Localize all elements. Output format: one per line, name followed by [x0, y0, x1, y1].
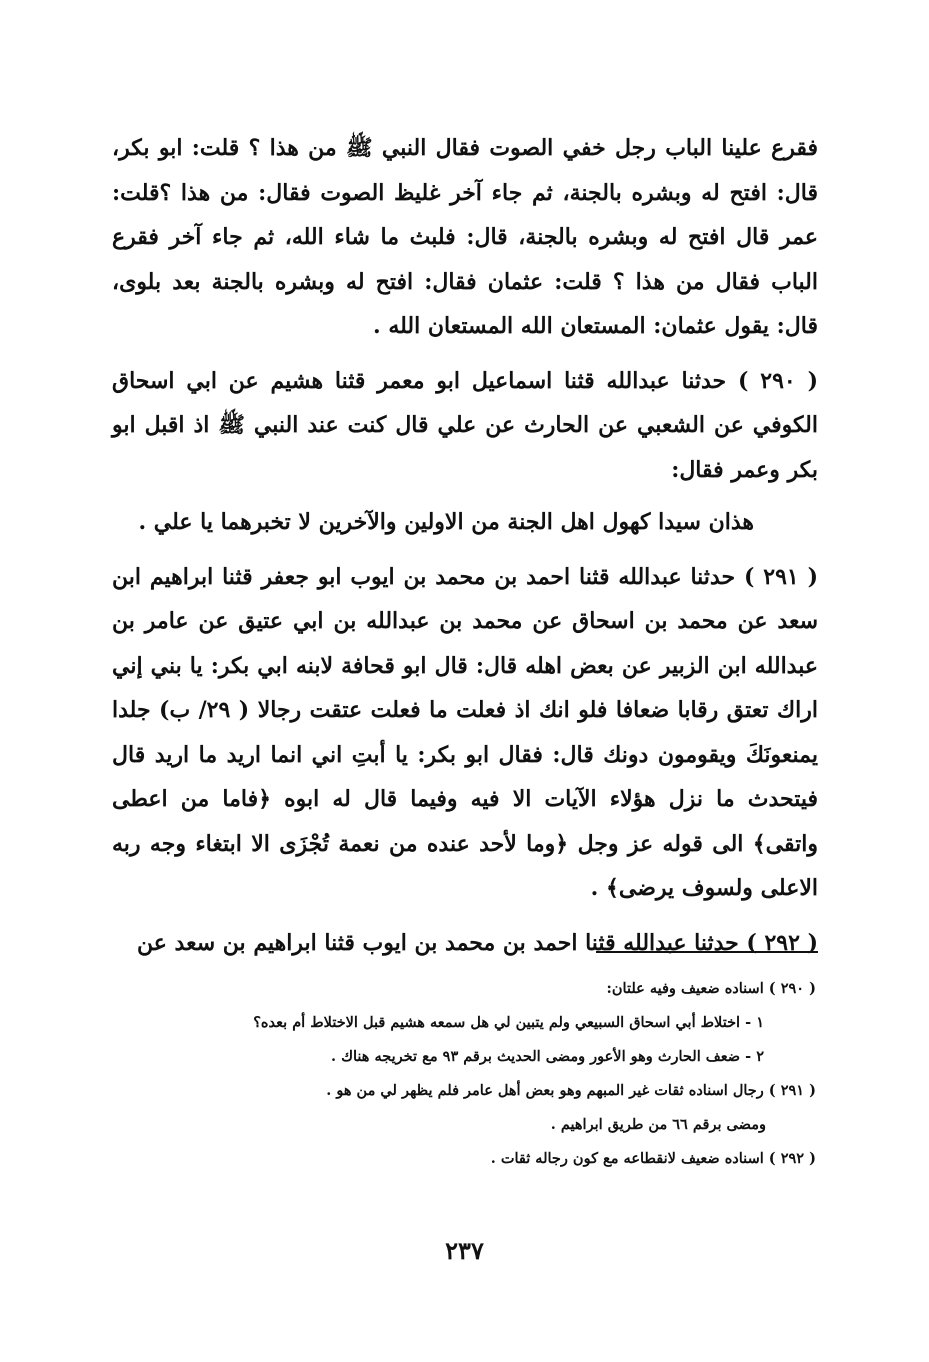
hadith-290-quote: هذان سيدا كهول اهل الجنة من الاولين والآخرين لا تخبرهما يا علي . [138, 509, 754, 535]
footnotes [140, 972, 816, 1176]
footnote-290-item-2: ٢ - ضعف الحارث وهو الأعور ومضى الحديث برقم ٩٣ مع تخريجه هناك . [330, 1048, 764, 1065]
main-text [112, 126, 818, 965]
paragraph-continuation: فقرع علينا الباب رجل خفي الصوت فقال النبي ﷺ من هذا ؟ قلت: ابو بكر، قال: افتح له وبشره بالجنة، ثم جاء آخر غليظ الصوت فقال: من هذا ؟قلت: عمر قال افتح له وبشره بالجنة، قال: فلبث ما شاء الله، ثم جاء آخر فقرع الباب فقال من هذا ؟ قلت: عثمان فقال: افتح له وبشره بالجنة بعد بلوى، قال: يقول عثمان: المستعان الله المستعان الله . [112, 135, 818, 339]
hadith-291: ( ٢٩١ ) حدثنا عبدالله قثنا احمد بن محمد بن ايوب ابو جعفر قثنا ابراهيم ابن سعد عن محمد بن اسحاق عن محمد بن عبدالله بن ابي عتيق عن عامر بن عبدالله ابن الزبير عن بعض اهله قال: قال ابو قحافة لابنه ابي بكر: يا بني إني اراك تعتق رقابا ضعافا فلو انك اذ فعلت ما فعلت عتقت رجالا ( ٢٩/ ب) جلدا يمنعونَكَ ويقومون دونك قال: فقال ابو بكر: يا أبتِ اني انما اريد ما اريد قال فيتحدث ما نزل هؤلاء الآيات الا فيه وفيما قال له ابوه ﴿فاما من اعطى واتقى﴾ الى قوله عز وجل ﴿وما لأحد عنده من نعمة تُجْزَى الا ابتغاء وجه ربه الاعلى ولسوف يرضى﴾ . [112, 563, 818, 901]
footnote-divider [596, 951, 818, 953]
hadith-290: ( ٢٩٠ ) حدثنا عبدالله قثنا اسماعيل ابو معمر قثنا هشيم عن ابي اسحاق الكوفي عن الشعبي عن الحارث عن علي قال كنت عند النبي ﷺ اذ اقبل ابو بكر وعمر فقال: [112, 367, 818, 483]
footnote-290-item-1: ١ - اختلاط أبي اسحاق السبيعي ولم يتبين لي هل سمعه هشيم قبل الاختلاط أم بعده؟ [253, 1014, 764, 1031]
footnote-292: ( ٢٩٢ ) اسناده ضعيف لانقطاعه مع كون رجاله ثقات . [490, 1150, 816, 1167]
hadith-292: ( ٢٩٢ ) حدثنا عبدالله قثنا احمد بن محمد بن ايوب قثنا ابراهيم بن سعد عن [137, 929, 818, 956]
page-number: ٢٣٧ [445, 1236, 484, 1265]
footnote-290-head: ( ٢٩٠ ) اسناده ضعيف وفيه علتان: [606, 980, 816, 997]
footnote-291-continuation: ومضى برقم ٦٦ من طريق ابراهيم . [550, 1116, 766, 1133]
footnote-291: ( ٢٩١ ) رجال اسناده ثقات غير المبهم وهو بعض أهل عامر فلم يظهر لي من هو . [326, 1082, 816, 1099]
